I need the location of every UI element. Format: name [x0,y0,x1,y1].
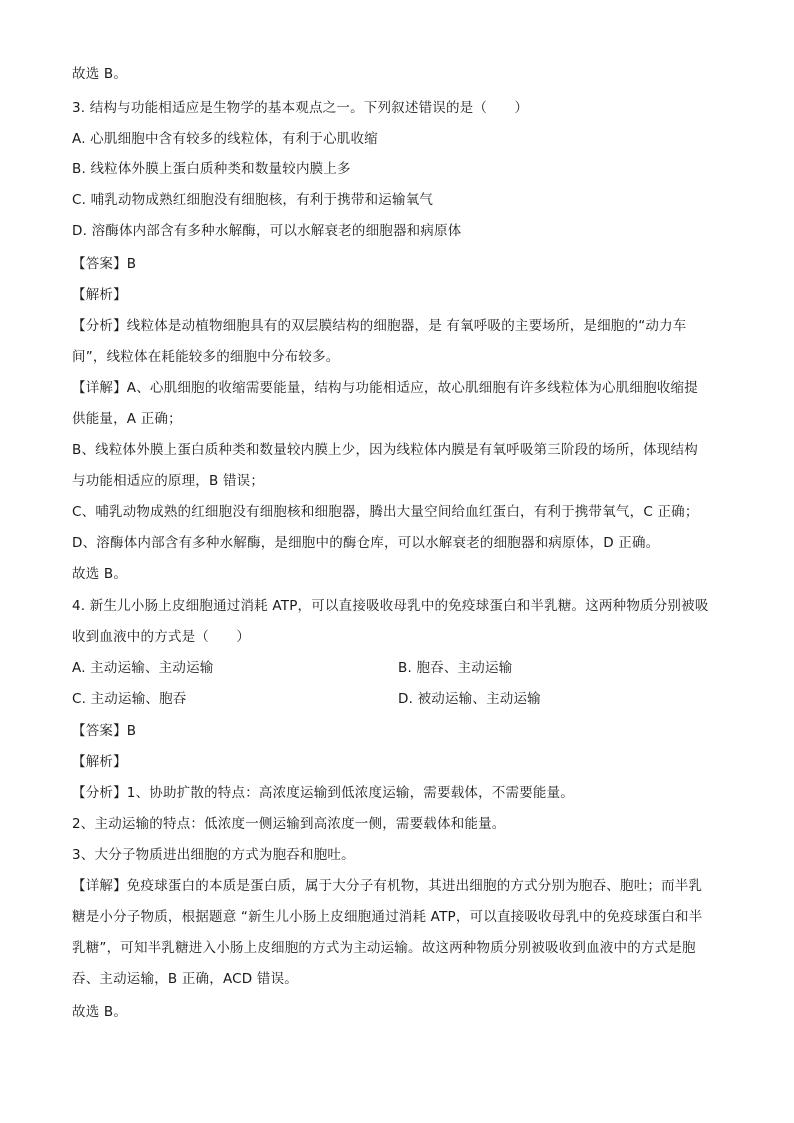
conclusion-line: 故选 B。 [72,66,128,82]
question-3-detail-line: D、溶酶体内部含有多种水解酶，是细胞中的酶仓库，可以水解衰老的细胞器和病原体，D 正确。 [72,535,660,551]
question-3-detail-line: 与功能相适应的原理，B 错误； [72,473,265,489]
question-3-conclusion: 故选 B。 [72,566,128,582]
question-3-analysis-line: 间”，线粒体在耗能较多的细胞中分布较多。 [72,349,340,365]
question-3-stem: 3. 结构与功能相适应是生物学的基本观点之一。下列叙述错误的是（ ） [72,100,529,116]
question-3-analysis-line: 【分析】线粒体是动植物细胞具有的双层膜结构的细胞器，是 有氧呼吸的主要场所，是细胞的“动力车 [72,318,687,334]
question-4-detail-line: 糖是小分子物质，根据题意 “新生儿小肠上皮细胞通过消耗 ATP，可以直接吸收母乳中的免疫球蛋白和半 [72,909,703,925]
question-3-detail-line: 【详解】A、心肌细胞的收缩需要能量，结构与功能相适应，故心肌细胞有许多线粒体为心肌细胞收缩提 [72,380,698,396]
question-3-answer: 【答案】B [72,256,137,272]
question-4-conclusion: 故选 B。 [72,1004,128,1020]
question-3-option-d: D. 溶酶体内部含有多种水解酶，可以水解衰老的细胞器和病原体 [72,223,462,239]
question-4-stem: 4. 新生儿小肠上皮细胞通过消耗 ATP，可以直接吸收母乳中的免疫球蛋白和半乳糖。这两种物质分别被吸 [72,598,709,614]
question-4-option-b: B. 胞吞、主动运输 [398,660,513,676]
question-4-analysis-line: 【分析】1、协助扩散的特点：高浓度运输到低浓度运输，需要载体，不需要能量。 [72,785,574,801]
question-3-option-b: B. 线粒体外膜上蛋白质种类和数量较内膜上多 [72,161,351,177]
question-3-detail-line: B、线粒体外膜上蛋白质种类和数量较内膜上少，因为线粒体内膜是有氧呼吸第三阶段的场所，体现结构 [72,442,698,458]
question-3-option-c: C. 哺乳动物成熟红细胞没有细胞核，有利于携带和运输氧气 [72,192,434,208]
question-4-analysis-line: 3、大分子物质进出细胞的方式为胞吞和胞吐。 [72,847,355,863]
question-3-option-a: A. 心肌细胞中含有较多的线粒体，有利于心肌收缩 [72,131,378,147]
question-4-option-d: D. 被动运输、主动运输 [398,691,541,707]
question-4-option-a: A. 主动运输、主动运输 [72,660,214,676]
question-3-detail-line: C、哺乳动物成熟的红细胞没有细胞核和细胞器，腾出大量空间给血红蛋白，有利于携带氧气，C 正确； [72,504,699,520]
question-4-stem: 收到血液中的方式是（ ） [72,629,251,645]
question-4-detail-line: 乳糖”，可知半乳糖进入小肠上皮细胞的方式为主动运输。故这两种物质分别被吸收到血液中的方式是胞 [72,940,696,956]
question-4-detail-line: 吞、主动运输，B 正确，ACD 错误。 [72,971,298,987]
question-3-analysis-heading: 【解析】 [72,287,127,303]
question-3-detail-line: 供能量，A 正确； [72,411,182,427]
question-4-analysis-line: 2、主动运输的特点：低浓度一侧运输到高浓度一侧，需要载体和能量。 [72,816,506,832]
question-4-detail-line: 【详解】免疫球蛋白的本质是蛋白质，属于大分子有机物，其进出细胞的方式分别为胞吞、胞吐；而半乳 [72,878,703,894]
question-4-analysis-heading: 【解析】 [72,754,127,770]
question-4-option-c: C. 主动运输、胞吞 [72,691,187,707]
question-4-answer: 【答案】B [72,723,137,739]
